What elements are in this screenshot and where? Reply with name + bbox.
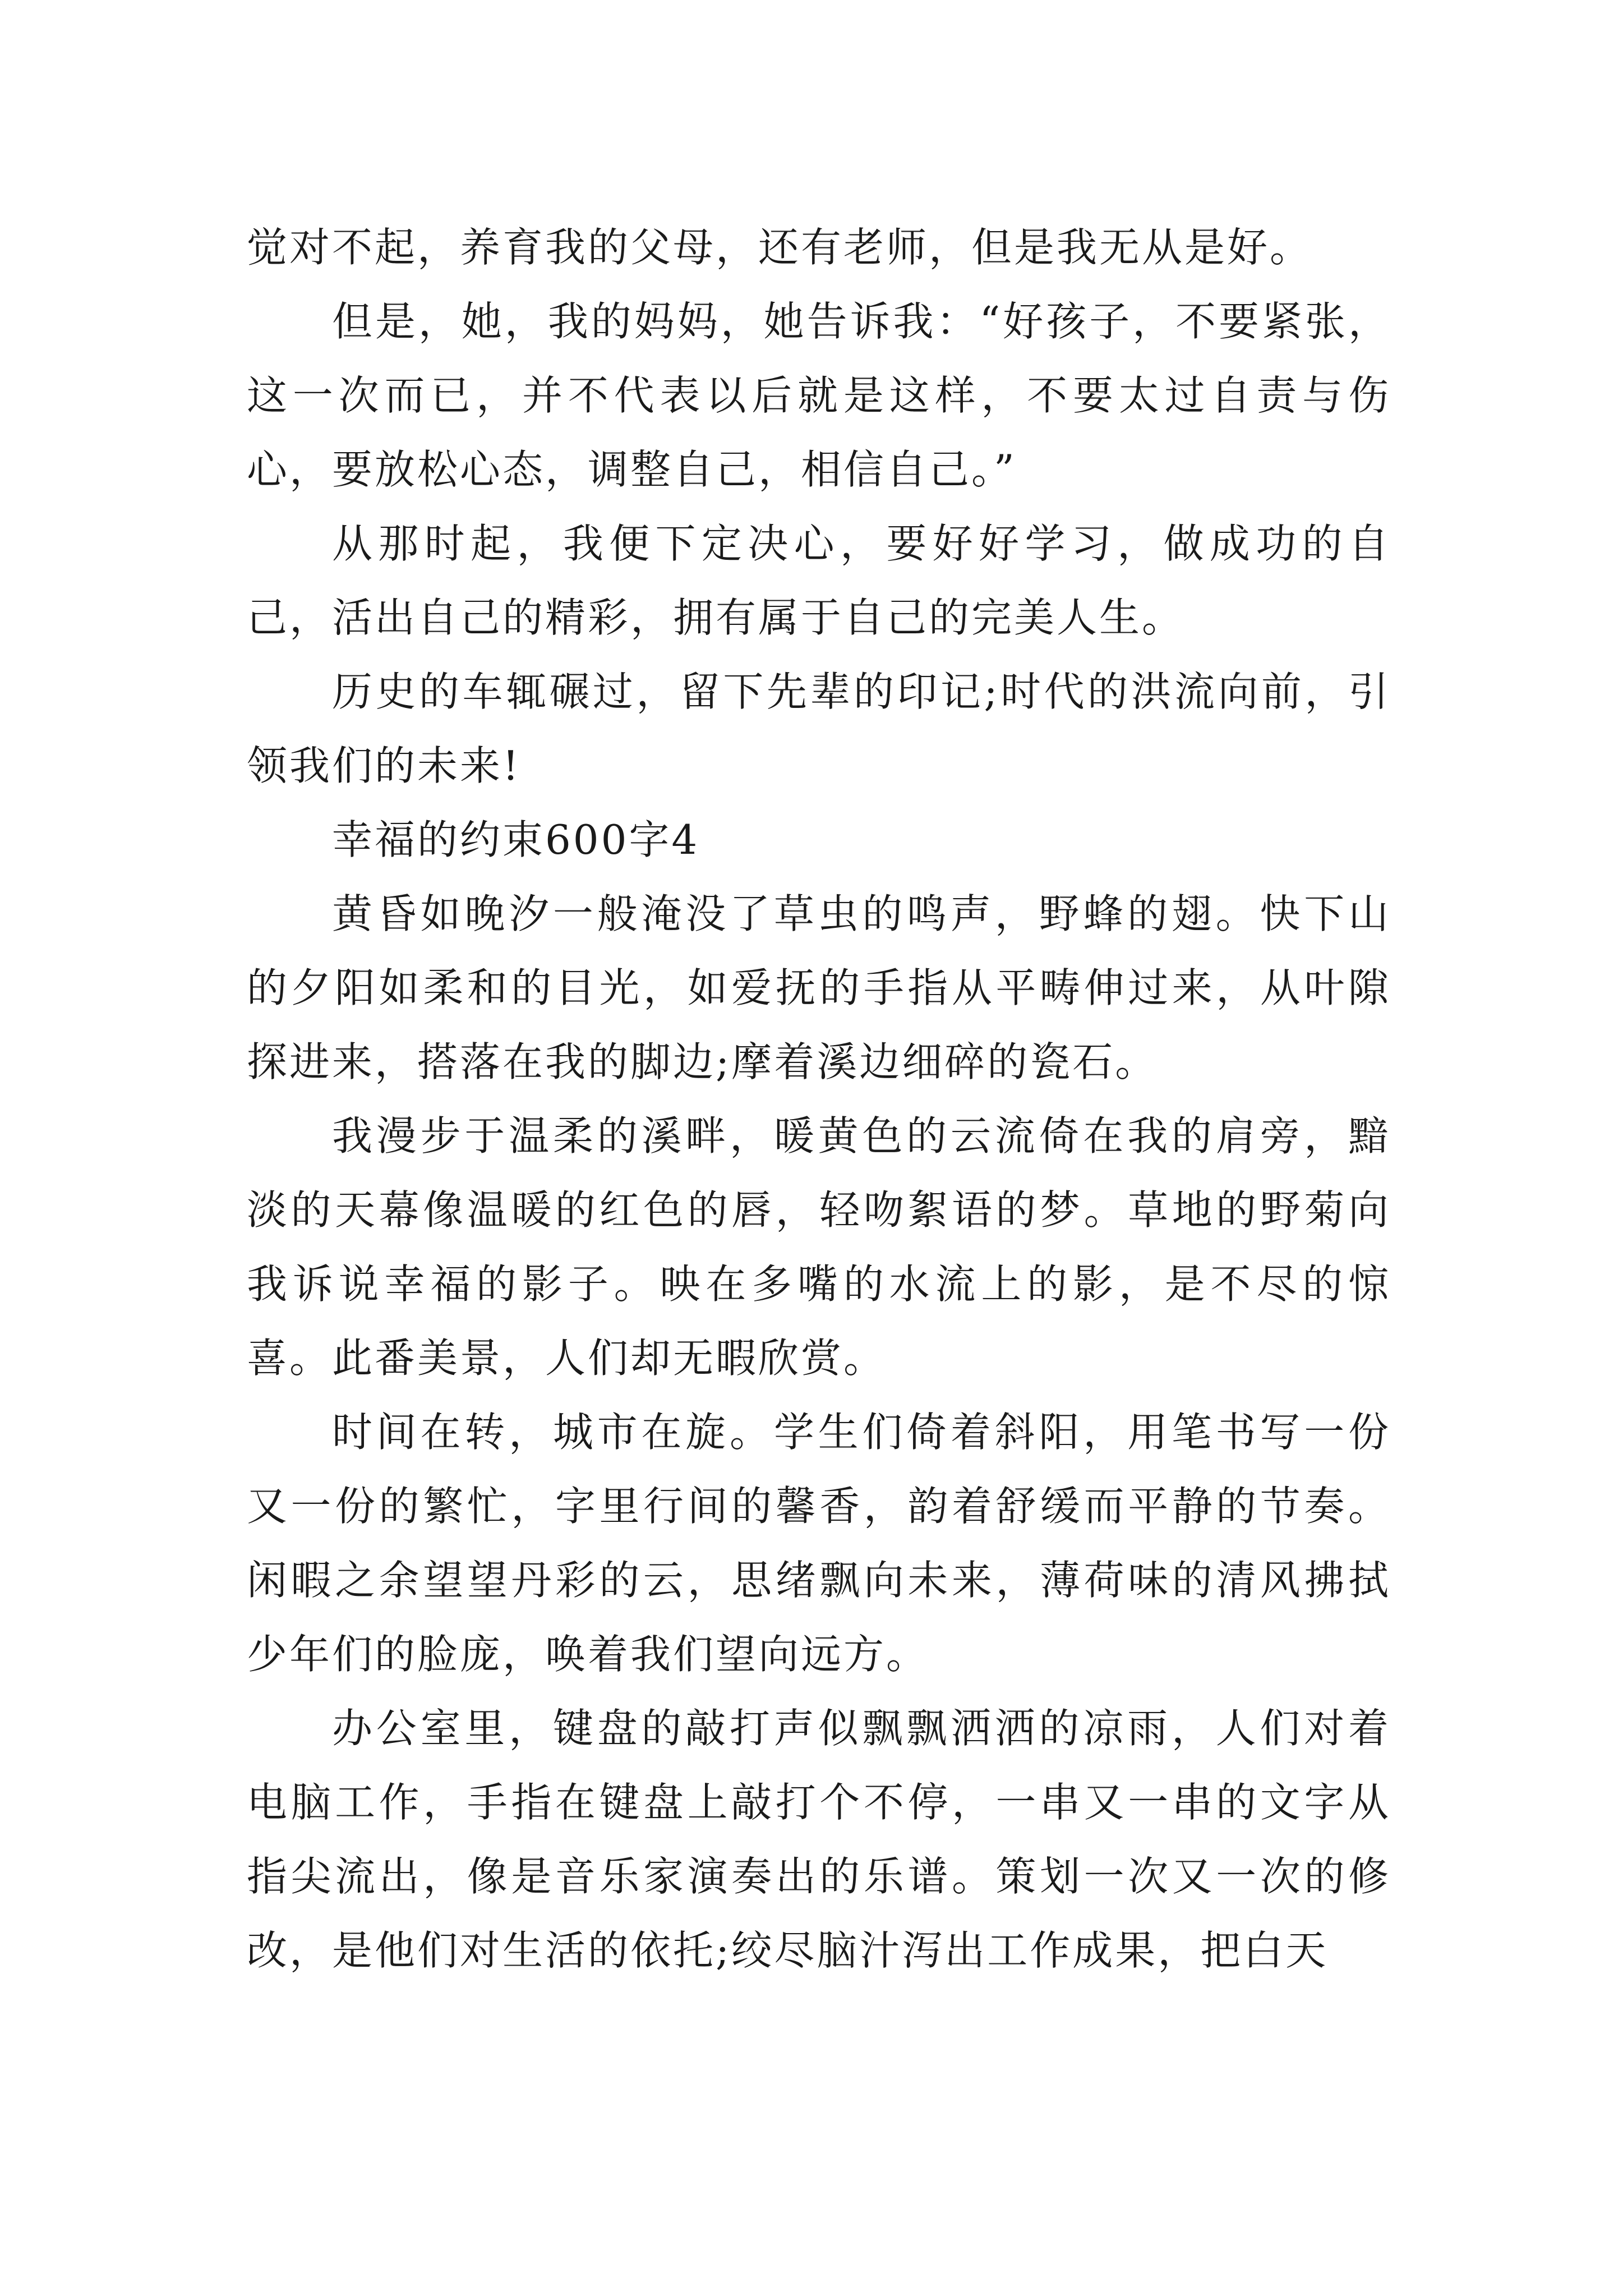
section-heading: 幸福的约束600字4 — [332, 816, 700, 863]
paragraph-4: 历史的车辄碾过，留下先辈的印记;时代的洪流向前，引领我们的未来! — [247, 668, 1391, 789]
paragraph-8: 办公室里，键盘的敲打声似飘飘洒洒的凉雨，人们对着电脑工作，手指在键盘上敲打个不停，一串又一串的文字从指尖流出，像是音乐家演奏出的乐谱。策划一次又一次的修改，是他们对生活的依托;绞尽脑汁泻出工作成果，把白天 — [247, 1705, 1391, 1974]
paragraph-5: 黄昏如晚汐一般淹没了草虫的鸣声，野蜂的翅。快下山的夕阳如柔和的目光，如爱抚的手指从平畴伸过来，从叶隙探进来，搭落在我的脚边;摩着溪边细碎的瓷石。 — [247, 890, 1391, 1085]
paragraph-1: 觉对不起，养育我的父母，还有老师，但是我无从是好。 — [247, 224, 1313, 271]
paragraph-2: 但是，她，我的妈妈，她告诉我：“好孩子，不要紧张，这一次而已，并不代表以后就是这样，不要太过自责与伤心，要放松心态，调整自己，相信自己。” — [247, 298, 1391, 493]
document-body — [247, 210, 1391, 1987]
paragraph-7: 时间在转，城市在旋。学生们倚着斜阳，用笔书写一份又一份的繁忙，字里行间的馨香，韵着舒缓而平静的节奏。闲暇之余望望丹彩的云，思绪飘向未来，薄荷味的清风拂拭少年们的脸庞，唤着我们望向远方。 — [247, 1409, 1391, 1678]
paragraph-6: 我漫步于温柔的溪畔，暖黄色的云流倚在我的肩旁，黯淡的天幕像温暖的红色的唇，轻吻絮语的梦。草地的野菊向我诉说幸福的影子。映在多嘴的水流上的影，是不尽的惊喜。此番美景，人们却无暇欣赏。 — [247, 1112, 1391, 1382]
paragraph-3: 从那时起，我便下定决心，要好好学习，做成功的自己，活出自己的精彩，拥有属于自己的完美人生。 — [247, 520, 1391, 641]
